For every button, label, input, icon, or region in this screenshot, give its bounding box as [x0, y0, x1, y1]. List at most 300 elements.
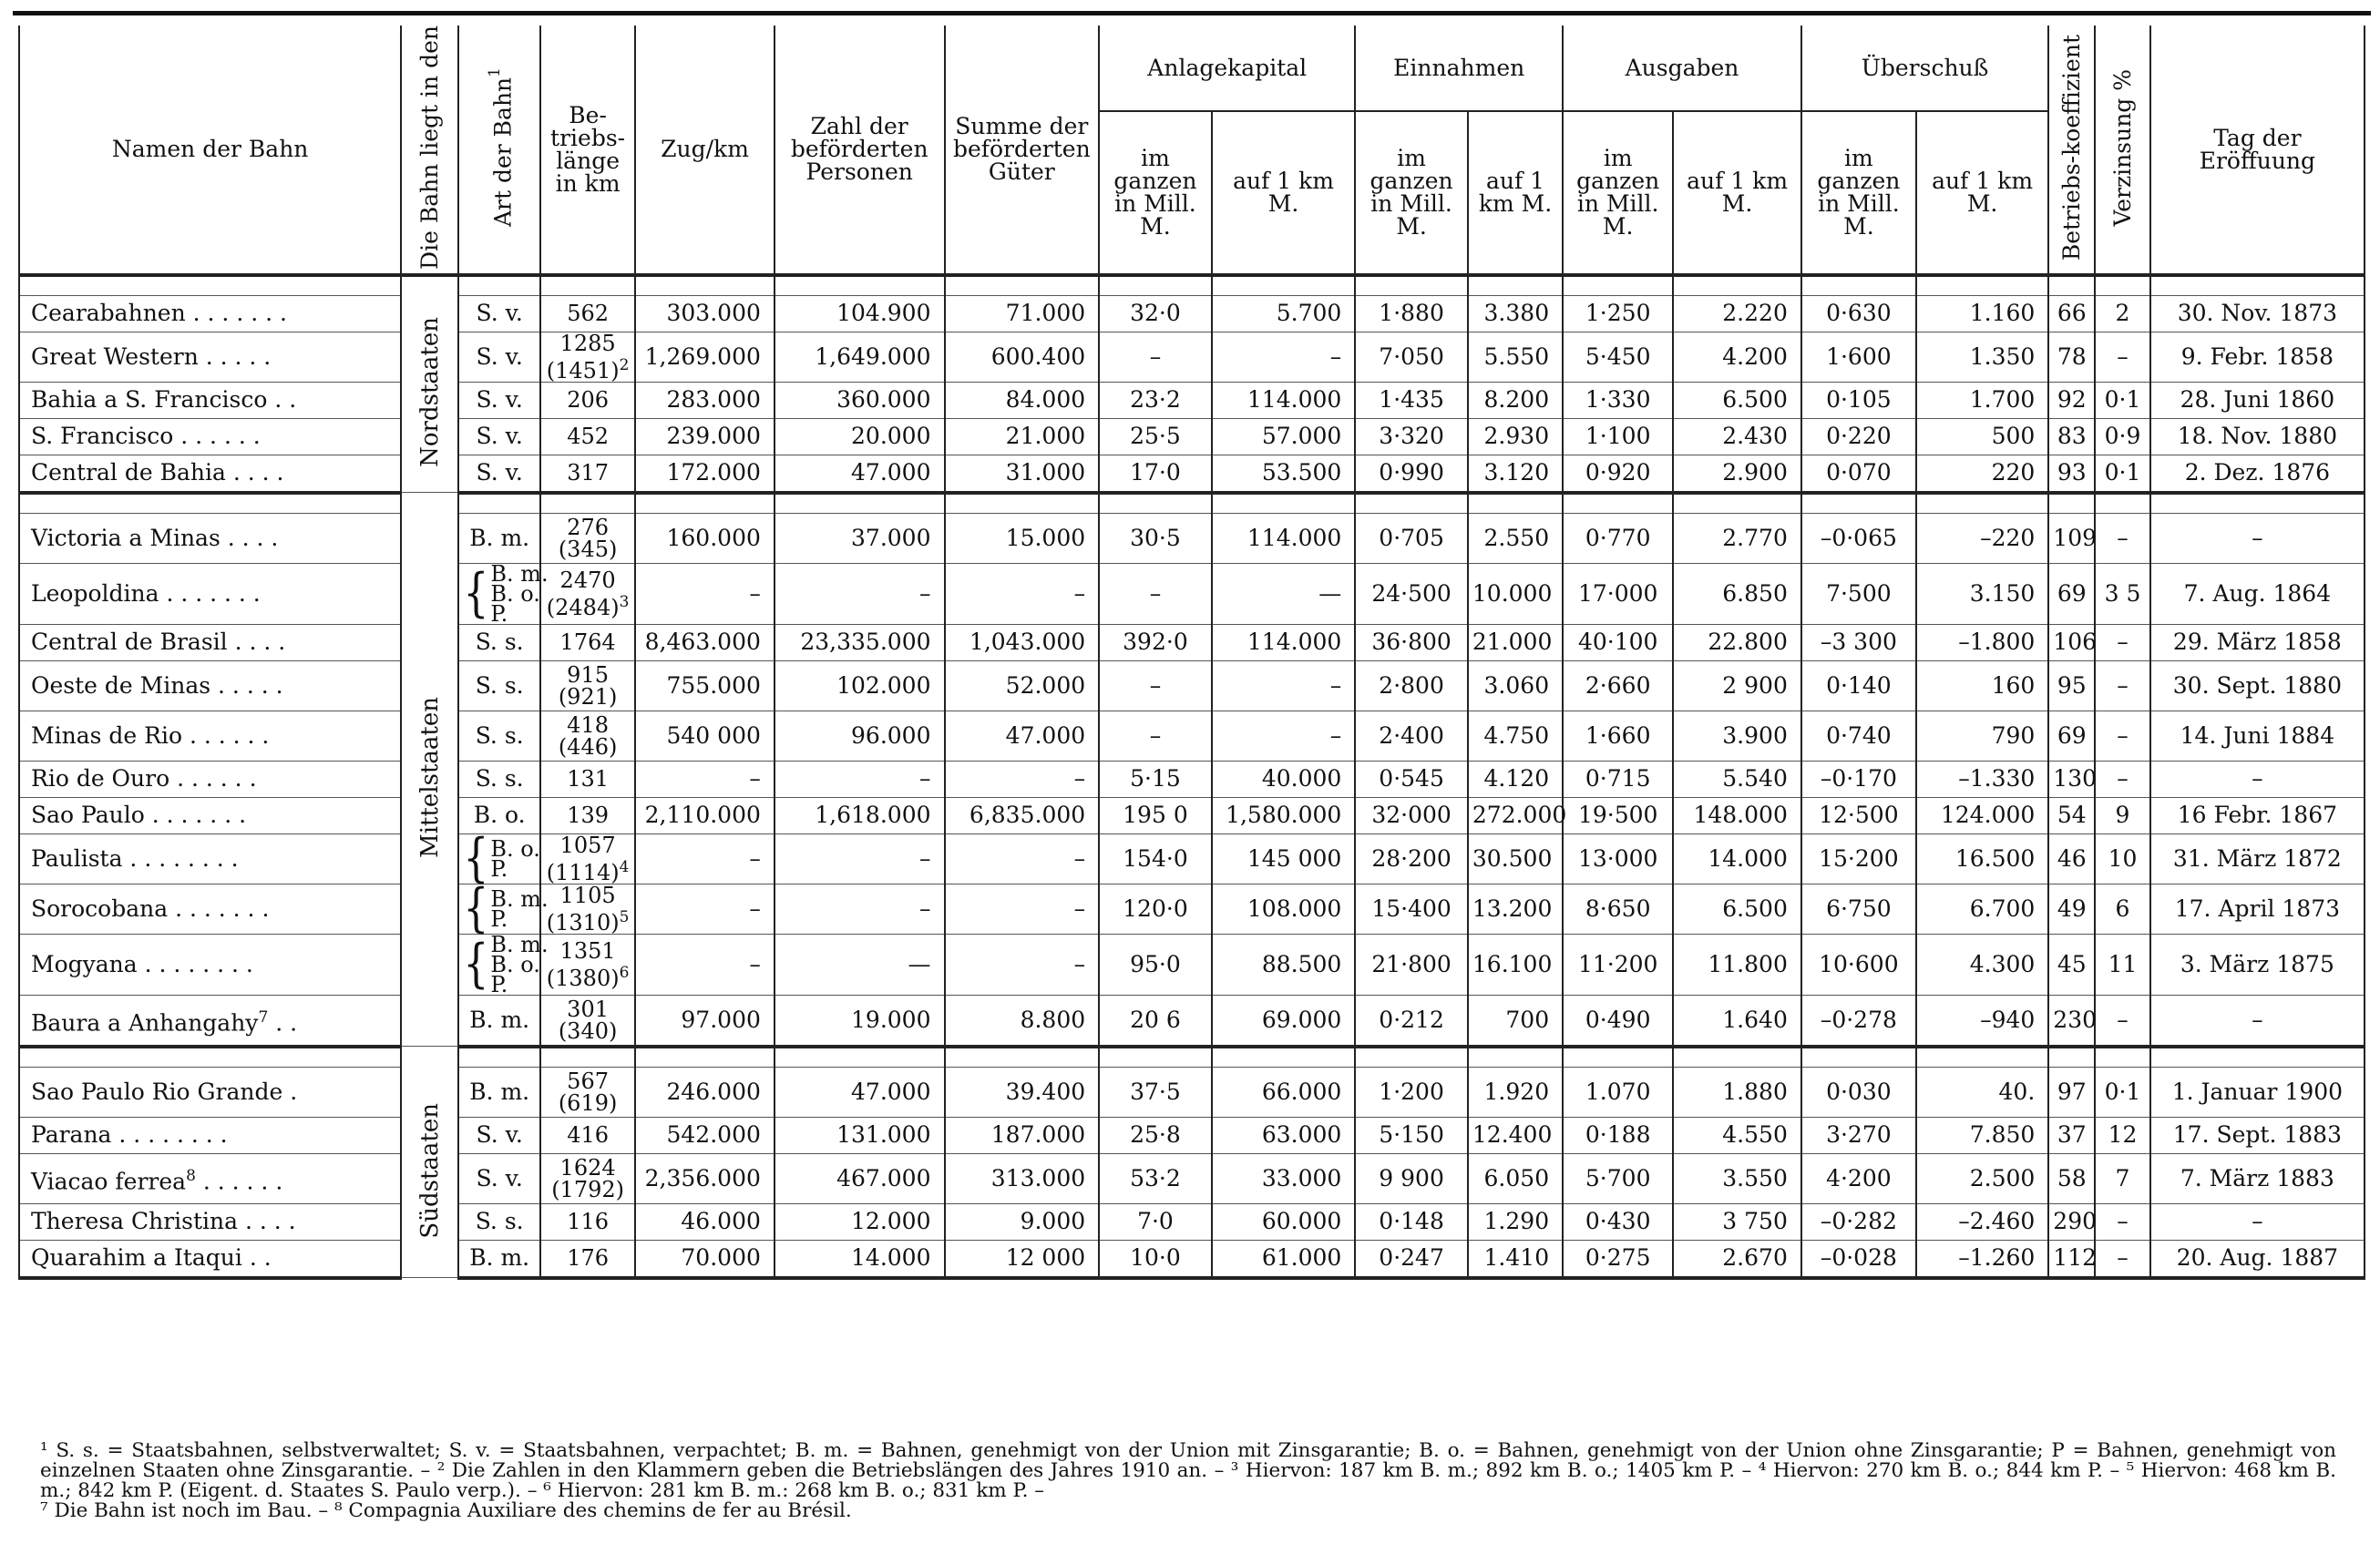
cell-persons: 47.000 [775, 455, 945, 493]
cell-anlage-ganzen: 53·2 [1099, 1153, 1212, 1203]
cell-zugkm: 283.000 [635, 382, 775, 418]
operating-length: 131 [540, 761, 635, 797]
cell-persons: 96.000 [775, 711, 945, 761]
cell-anlage-km: 33.000 [1212, 1153, 1356, 1203]
cell-ueberschuss-ganzen: –0·028 [1801, 1240, 1916, 1278]
spacer-cell [540, 275, 635, 296]
cell-ausgaben-km: 5.540 [1673, 761, 1801, 797]
footnotes [40, 1441, 2336, 1521]
cell-ueberschuss-ganzen: 12·500 [1801, 797, 1916, 833]
cell-persons: – [775, 563, 945, 624]
cell-verzinsung: 2 [2095, 295, 2150, 332]
cell-anlage-ganzen: 20 6 [1099, 995, 1212, 1047]
table-row [19, 833, 2365, 884]
cell-persons: — [775, 934, 945, 995]
cell-goods: 600.400 [945, 332, 1100, 382]
spacer-cell [19, 1047, 401, 1068]
spacer-cell [2150, 275, 2365, 296]
cell-eroeffnung: 18. Nov. 1880 [2150, 418, 2365, 455]
cell-ueberschuss-ganzen: 0·070 [1801, 455, 1916, 493]
cell-goods: 71.000 [945, 295, 1100, 332]
cell-verzinsung: – [2095, 711, 2150, 761]
spacer-cell [1099, 275, 1212, 296]
cell-ueberschuss-ganzen: 6·750 [1801, 884, 1916, 934]
cell-ueberschuss-km: 3.150 [1916, 563, 2048, 624]
cell-ausgaben-km: 4.550 [1673, 1117, 1801, 1153]
cell-persons: – [775, 833, 945, 884]
cell-ueberschuss-ganzen: 0·740 [1801, 711, 1916, 761]
cell-ueberschuss-km: 1.160 [1916, 295, 2048, 332]
cell-ueberschuss-km: 4.300 [1916, 934, 2048, 995]
railway-type: B. m. [458, 513, 540, 563]
cell-zugkm: 1,269.000 [635, 332, 775, 382]
operating-length: 1105 (1310)$^5$ [540, 884, 635, 934]
cell-ausgaben-ganzen: 2·660 [1563, 660, 1673, 711]
spacer-cell [1099, 493, 1212, 514]
railway-name: Oeste de Minas . . . . . [19, 660, 401, 711]
cell-eroeffnung: 17. Sept. 1883 [2150, 1117, 2365, 1153]
spacer-cell [635, 493, 775, 514]
cell-eroeffnung: 17. April 1873 [2150, 884, 2365, 934]
table-row [19, 797, 2365, 833]
spacer-cell [19, 275, 401, 296]
cell-ueberschuss-km: 1.700 [1916, 382, 2048, 418]
spacer-cell [1673, 275, 1801, 296]
cell-verzinsung: 0·1 [2095, 382, 2150, 418]
cell-ausgaben-ganzen: 19·500 [1563, 797, 1673, 833]
cell-einnahmen-ganzen: 1·200 [1355, 1067, 1468, 1117]
spacer-cell [1673, 493, 1801, 514]
cell-anlage-ganzen: 5·15 [1099, 761, 1212, 797]
spacer-cell [19, 493, 401, 514]
cell-zugkm: – [635, 833, 775, 884]
cell-anlage-ganzen: 25·5 [1099, 418, 1212, 455]
subheader-ueberschuss-ganzen: im ganzen in Mill. M. [1801, 111, 1916, 275]
cell-ausgaben-ganzen: 0·770 [1563, 513, 1673, 563]
cell-ueberschuss-km: –1.260 [1916, 1240, 2048, 1278]
header-eroeffnung: Tag der Eröffuung [2150, 26, 2365, 275]
spacer-cell [2048, 275, 2095, 296]
cell-goods: – [945, 934, 1100, 995]
cell-anlage-km: – [1212, 332, 1356, 382]
cell-ueberschuss-km: –940 [1916, 995, 2048, 1047]
cell-ausgaben-ganzen: 5·700 [1563, 1153, 1673, 1203]
railway-name: Central de Bahia . . . . [19, 455, 401, 493]
cell-goods: 8.800 [945, 995, 1100, 1047]
subheader-ausgaben-km: auf 1 km M. [1673, 111, 1801, 275]
cell-betriebskoeffizient: 54 [2048, 797, 2095, 833]
cell-einnahmen-km: 16.100 [1468, 934, 1563, 995]
table-row [19, 884, 2365, 934]
cell-ueberschuss-km: 790 [1916, 711, 2048, 761]
cell-anlage-ganzen: – [1099, 711, 1212, 761]
spacer-cell [540, 493, 635, 514]
footnote-line: ¹ S. s. = Staatsbahnen, selbstverwaltet; S. v. = Staatsbahnen, verpachtet; B. m. = Bahnen, genehmigt von der Union mit Zinsgarantie; B. o. = Bahnen, genehmigt von der Union ohne Zinsgarantie; P = Bahnen, genehmigt von einzelnen Staaten ohne Zinsgarantie. – ² Die Zahlen in den Klammern geben die Betriebslängen des Jahres 1910 an. – ³ Hiervon: 187 km B. m.; 892 km B. o.; 1405 km P. – ⁴ Hiervon: 270 km B. o.; 844 km P. – ⁵ Hiervon: 468 km B. m.; 842 km P. (Eigent. d. Staates S. Paulo verp.). – ⁶ Hiervon: 281 km B. m.: 268 km B. o.; 831 km P. – [40, 1439, 2336, 1502]
cell-ueberschuss-ganzen: –3 300 [1801, 624, 1916, 660]
cell-ueberschuss-km: 1.350 [1916, 332, 2048, 382]
brace-glyph: { [463, 828, 489, 889]
header-region: Die Bahn liegt in den [401, 26, 458, 275]
cell-persons: – [775, 761, 945, 797]
railway-name: Rio de Ouro . . . . . . [19, 761, 401, 797]
operating-length: 206 [540, 382, 635, 418]
header-name: Namen der Bahn [19, 26, 401, 275]
cell-verzinsung: – [2095, 332, 2150, 382]
railway-type: S. s. [458, 624, 540, 660]
cell-einnahmen-km: 8.200 [1468, 382, 1563, 418]
spacer-cell [2150, 1047, 2365, 1068]
cell-einnahmen-km: 3.060 [1468, 660, 1563, 711]
cell-anlage-km: 61.000 [1212, 1240, 1356, 1278]
cell-ueberschuss-ganzen: 3·270 [1801, 1117, 1916, 1153]
railway-type: { B. m. B. o. P. [458, 934, 540, 995]
cell-betriebskoeffizient: 49 [2048, 884, 2095, 934]
railway-name: S. Francisco . . . . . . [19, 418, 401, 455]
cell-verzinsung: – [2095, 660, 2150, 711]
header-goods: Summe der beförderten Güter [945, 26, 1100, 275]
spacer-cell [1563, 275, 1673, 296]
table-row [19, 1117, 2365, 1153]
cell-zugkm: 303.000 [635, 295, 775, 332]
cell-einnahmen-km: 4.750 [1468, 711, 1563, 761]
operating-length: 416 [540, 1117, 635, 1153]
spacer-cell [945, 493, 1100, 514]
cell-einnahmen-km: 5.550 [1468, 332, 1563, 382]
cell-betriebskoeffizient: 109 [2048, 513, 2095, 563]
cell-ueberschuss-ganzen: 15·200 [1801, 833, 1916, 884]
spacer-cell [1916, 493, 2048, 514]
cell-eroeffnung: 29. März 1858 [2150, 624, 2365, 660]
cell-zugkm: 46.000 [635, 1203, 775, 1240]
cell-einnahmen-km: 3.380 [1468, 295, 1563, 332]
spacer-cell [1468, 493, 1563, 514]
cell-zugkm: – [635, 934, 775, 995]
railway-name: Parana . . . . . . . . [19, 1117, 401, 1153]
cell-einnahmen-km: 2.930 [1468, 418, 1563, 455]
subheader-ueberschuss-km: auf 1 km M. [1916, 111, 2048, 275]
cell-ueberschuss-km: –2.460 [1916, 1203, 2048, 1240]
header-betriebskoeffizient: Betriebs-koeffizient [2048, 26, 2095, 275]
cell-goods: 187.000 [945, 1117, 1100, 1153]
operating-length: 176 [540, 1240, 635, 1278]
cell-ueberschuss-km: 124.000 [1916, 797, 2048, 833]
cell-anlage-km: 60.000 [1212, 1203, 1356, 1240]
cell-verzinsung: 0·1 [2095, 1067, 2150, 1117]
railway-name: Theresa Christina . . . . [19, 1203, 401, 1240]
cell-ueberschuss-km: –1.800 [1916, 624, 2048, 660]
railway-name: Victoria a Minas . . . . [19, 513, 401, 563]
cell-einnahmen-ganzen: 1·880 [1355, 295, 1468, 332]
spacer-cell [775, 1047, 945, 1068]
railway-type: S. s. [458, 660, 540, 711]
cell-zugkm: – [635, 761, 775, 797]
cell-goods: 15.000 [945, 513, 1100, 563]
cell-eroeffnung: – [2150, 761, 2365, 797]
railway-type: { B. o. P. [458, 833, 540, 884]
cell-ausgaben-ganzen: 1·250 [1563, 295, 1673, 332]
railway-type: B. m. [458, 995, 540, 1047]
cell-einnahmen-ganzen: 36·800 [1355, 624, 1468, 660]
cell-persons: 19.000 [775, 995, 945, 1047]
cell-verzinsung: – [2095, 513, 2150, 563]
cell-eroeffnung: – [2150, 513, 2365, 563]
cell-zugkm: 97.000 [635, 995, 775, 1047]
table-row [19, 711, 2365, 761]
cell-ueberschuss-ganzen: –0·170 [1801, 761, 1916, 797]
cell-einnahmen-km: 21.000 [1468, 624, 1563, 660]
table-row [19, 995, 2365, 1047]
cell-eroeffnung: 2. Dez. 1876 [2150, 455, 2365, 493]
cell-ausgaben-km: 11.800 [1673, 934, 1801, 995]
subheader-einnahmen-km: auf 1 km M. [1468, 111, 1563, 275]
cell-anlage-ganzen: 7·0 [1099, 1203, 1212, 1240]
cell-anlage-km: 69.000 [1212, 995, 1356, 1047]
spacer-row [19, 493, 2365, 514]
cell-anlage-km: – [1212, 660, 1356, 711]
spacer-cell [2095, 275, 2150, 296]
subheader-anlage-km: auf 1 km M. [1212, 111, 1356, 275]
cell-anlage-km: 5.700 [1212, 295, 1356, 332]
table-row [19, 1240, 2365, 1278]
spacer-cell [775, 275, 945, 296]
cell-ueberschuss-ganzen: 10·600 [1801, 934, 1916, 995]
operating-length: 418 (446) [540, 711, 635, 761]
cell-anlage-km: 145 000 [1212, 833, 1356, 884]
cell-anlage-km: 66.000 [1212, 1067, 1356, 1117]
cell-einnahmen-km: 700 [1468, 995, 1563, 1047]
cell-ausgaben-km: 2.770 [1673, 513, 1801, 563]
cell-ueberschuss-ganzen: –0·065 [1801, 513, 1916, 563]
cell-ausgaben-ganzen: 1·100 [1563, 418, 1673, 455]
railway-name: Baura a Anhangahy$^7$ . . [19, 995, 401, 1047]
cell-verzinsung: – [2095, 761, 2150, 797]
cell-einnahmen-ganzen: 2·400 [1355, 711, 1468, 761]
cell-betriebskoeffizient: 83 [2048, 418, 2095, 455]
operating-length: 1285 (1451)$^2$ [540, 332, 635, 382]
cell-zugkm: 755.000 [635, 660, 775, 711]
cell-anlage-km: 63.000 [1212, 1117, 1356, 1153]
cell-ausgaben-km: 2.900 [1673, 455, 1801, 493]
railway-type: S. v. [458, 455, 540, 493]
cell-ueberschuss-ganzen: –0·278 [1801, 995, 1916, 1047]
cell-anlage-ganzen: 120·0 [1099, 884, 1212, 934]
cell-persons: 1,618.000 [775, 797, 945, 833]
cell-ausgaben-km: 22.800 [1673, 624, 1801, 660]
table-row [19, 513, 2365, 563]
cell-zugkm: 8,463.000 [635, 624, 775, 660]
railway-statistics-table [18, 26, 2365, 1280]
cell-einnahmen-km: 2.550 [1468, 513, 1563, 563]
cell-zugkm: 2,110.000 [635, 797, 775, 833]
cell-anlage-ganzen: – [1099, 563, 1212, 624]
cell-eroeffnung: 7. Aug. 1864 [2150, 563, 2365, 624]
subheader-einnahmen-ganzen: im ganzen in Mill. M. [1355, 111, 1468, 275]
cell-goods: 39.400 [945, 1067, 1100, 1117]
spacer-cell [458, 1047, 540, 1068]
cell-goods: 47.000 [945, 711, 1100, 761]
cell-einnahmen-ganzen: 32·000 [1355, 797, 1468, 833]
cell-goods: 1,043.000 [945, 624, 1100, 660]
table-row [19, 660, 2365, 711]
cell-ausgaben-km: 2 900 [1673, 660, 1801, 711]
table-row [19, 1153, 2365, 1203]
cell-einnahmen-ganzen: 1·435 [1355, 382, 1468, 418]
cell-betriebskoeffizient: 69 [2048, 563, 2095, 624]
cell-verzinsung: 11 [2095, 934, 2150, 995]
operating-length: 301 (340) [540, 995, 635, 1047]
cell-persons: 23,335.000 [775, 624, 945, 660]
header-ueberschuss: Überschuß [1801, 26, 2048, 111]
cell-eroeffnung: 14. Juni 1884 [2150, 711, 2365, 761]
cell-verzinsung: – [2095, 1240, 2150, 1278]
cell-ueberschuss-ganzen: 0·140 [1801, 660, 1916, 711]
cell-einnahmen-ganzen: 9 900 [1355, 1153, 1468, 1203]
table-row [19, 563, 2365, 624]
operating-length: 276 (345) [540, 513, 635, 563]
footnote-line: ⁷ Die Bahn ist noch im Bau. – ⁸ Compagnia Auxiliare des chemins de fer au Brésil. [40, 1499, 852, 1522]
spacer-cell [635, 275, 775, 296]
brace-glyph: { [463, 934, 489, 995]
railway-name: Sao Paulo . . . . . . . [19, 797, 401, 833]
cell-einnahmen-km: 1.410 [1468, 1240, 1563, 1278]
cell-ueberschuss-km: 7.850 [1916, 1117, 2048, 1153]
cell-betriebskoeffizient: 112 [2048, 1240, 2095, 1278]
cell-eroeffnung: 30. Sept. 1880 [2150, 660, 2365, 711]
cell-goods: – [945, 761, 1100, 797]
cell-einnahmen-km: 6.050 [1468, 1153, 1563, 1203]
cell-einnahmen-ganzen: 0·212 [1355, 995, 1468, 1047]
spacer-cell [2048, 1047, 2095, 1068]
cell-verzinsung: 6 [2095, 884, 2150, 934]
cell-eroeffnung: 30. Nov. 1873 [2150, 295, 2365, 332]
cell-zugkm: 70.000 [635, 1240, 775, 1278]
spacer-cell [458, 493, 540, 514]
operating-length: 567 (619) [540, 1067, 635, 1117]
spacer-cell [458, 275, 540, 296]
cell-goods: 313.000 [945, 1153, 1100, 1203]
cell-verzinsung: – [2095, 1203, 2150, 1240]
cell-ausgaben-ganzen: 17·000 [1563, 563, 1673, 624]
railway-type: S. s. [458, 1203, 540, 1240]
cell-ueberschuss-ganzen: 7·500 [1801, 563, 1916, 624]
cell-verzinsung: 0·1 [2095, 455, 2150, 493]
cell-ausgaben-ganzen: 0·920 [1563, 455, 1673, 493]
cell-goods: 21.000 [945, 418, 1100, 455]
cell-verzinsung: 0·9 [2095, 418, 2150, 455]
cell-anlage-ganzen: 17·0 [1099, 455, 1212, 493]
cell-ueberschuss-km: 6.700 [1916, 884, 2048, 934]
table-row [19, 455, 2365, 493]
cell-ausgaben-km: 14.000 [1673, 833, 1801, 884]
cell-anlage-km: 114.000 [1212, 624, 1356, 660]
cell-ausgaben-km: 1.640 [1673, 995, 1801, 1047]
cell-ueberschuss-ganzen: 0·220 [1801, 418, 1916, 455]
spacer-cell [1801, 275, 1916, 296]
spacer-cell [1916, 275, 2048, 296]
spacer-cell [1673, 1047, 1801, 1068]
railway-name: Quarahim a Itaqui . . [19, 1240, 401, 1278]
cell-goods: 31.000 [945, 455, 1100, 493]
cell-ueberschuss-km: 40. [1916, 1067, 2048, 1117]
subheader-ausgaben-ganzen: im ganzen in Mill. M. [1563, 111, 1673, 275]
cell-goods: 84.000 [945, 382, 1100, 418]
spacer-row [19, 1047, 2365, 1068]
railway-type: S. s. [458, 761, 540, 797]
operating-length: 1351 (1380)$^6$ [540, 934, 635, 995]
cell-anlage-ganzen: 37·5 [1099, 1067, 1212, 1117]
cell-ausgaben-ganzen: 5·450 [1563, 332, 1673, 382]
spacer-cell [1355, 493, 1468, 514]
cell-ueberschuss-ganzen: 1·600 [1801, 332, 1916, 382]
railway-name: Paulista . . . . . . . . [19, 833, 401, 884]
cell-zugkm: 239.000 [635, 418, 775, 455]
spacer-cell [401, 1047, 458, 1068]
cell-eroeffnung: – [2150, 1203, 2365, 1240]
cell-einnahmen-km: 13.200 [1468, 884, 1563, 934]
cell-einnahmen-km: 1.290 [1468, 1203, 1563, 1240]
cell-persons: – [775, 884, 945, 934]
cell-einnahmen-km: 12.400 [1468, 1117, 1563, 1153]
cell-ausgaben-km: 3.550 [1673, 1153, 1801, 1203]
cell-ausgaben-km: 6.500 [1673, 884, 1801, 934]
cell-einnahmen-ganzen: 0·990 [1355, 455, 1468, 493]
cell-einnahmen-ganzen: 0·148 [1355, 1203, 1468, 1240]
cell-zugkm: 540 000 [635, 711, 775, 761]
railway-type: { B. m. P. [458, 884, 540, 934]
cell-ausgaben-ganzen: 1·660 [1563, 711, 1673, 761]
cell-einnahmen-km: 30.500 [1468, 833, 1563, 884]
cell-zugkm: – [635, 563, 775, 624]
cell-ueberschuss-km: 16.500 [1916, 833, 2048, 884]
operating-length: 317 [540, 455, 635, 493]
top-rule [13, 11, 2371, 15]
cell-zugkm: – [635, 884, 775, 934]
cell-einnahmen-km: 10.000 [1468, 563, 1563, 624]
railway-name: Sorocobana . . . . . . . [19, 884, 401, 934]
cell-persons: 1,649.000 [775, 332, 945, 382]
cell-zugkm: 2,356.000 [635, 1153, 775, 1203]
subheader-anlage-ganzen: im ganzen in Mill. M. [1099, 111, 1212, 275]
railway-type: S. v. [458, 332, 540, 382]
cell-eroeffnung: 1. Januar 1900 [2150, 1067, 2365, 1117]
operating-length: 452 [540, 418, 635, 455]
cell-ausgaben-km: 3.900 [1673, 711, 1801, 761]
railway-name: Great Western . . . . . [19, 332, 401, 382]
cell-anlage-km: 114.000 [1212, 382, 1356, 418]
cell-anlage-km: 57.000 [1212, 418, 1356, 455]
cell-betriebskoeffizient: 95 [2048, 660, 2095, 711]
cell-betriebskoeffizient: 37 [2048, 1117, 2095, 1153]
cell-ausgaben-ganzen: 0·490 [1563, 995, 1673, 1047]
cell-anlage-km: 114.000 [1212, 513, 1356, 563]
railway-name: Sao Paulo Rio Grande . [19, 1067, 401, 1117]
cell-betriebskoeffizient: 46 [2048, 833, 2095, 884]
cell-verzinsung: 7 [2095, 1153, 2150, 1203]
cell-ausgaben-ganzen: 8·650 [1563, 884, 1673, 934]
cell-verzinsung: 10 [2095, 833, 2150, 884]
cell-zugkm: 172.000 [635, 455, 775, 493]
cell-goods: – [945, 833, 1100, 884]
cell-betriebskoeffizient: 66 [2048, 295, 2095, 332]
cell-ueberschuss-km: 500 [1916, 418, 2048, 455]
cell-eroeffnung: 3. März 1875 [2150, 934, 2365, 995]
operating-length: 1057 (1114)$^4$ [540, 833, 635, 884]
cell-ueberschuss-km: 2.500 [1916, 1153, 2048, 1203]
spacer-cell [1916, 1047, 2048, 1068]
spacer-cell [945, 1047, 1100, 1068]
railway-name: Cearabahnen . . . . . . . [19, 295, 401, 332]
cell-anlage-ganzen: 23·2 [1099, 382, 1212, 418]
